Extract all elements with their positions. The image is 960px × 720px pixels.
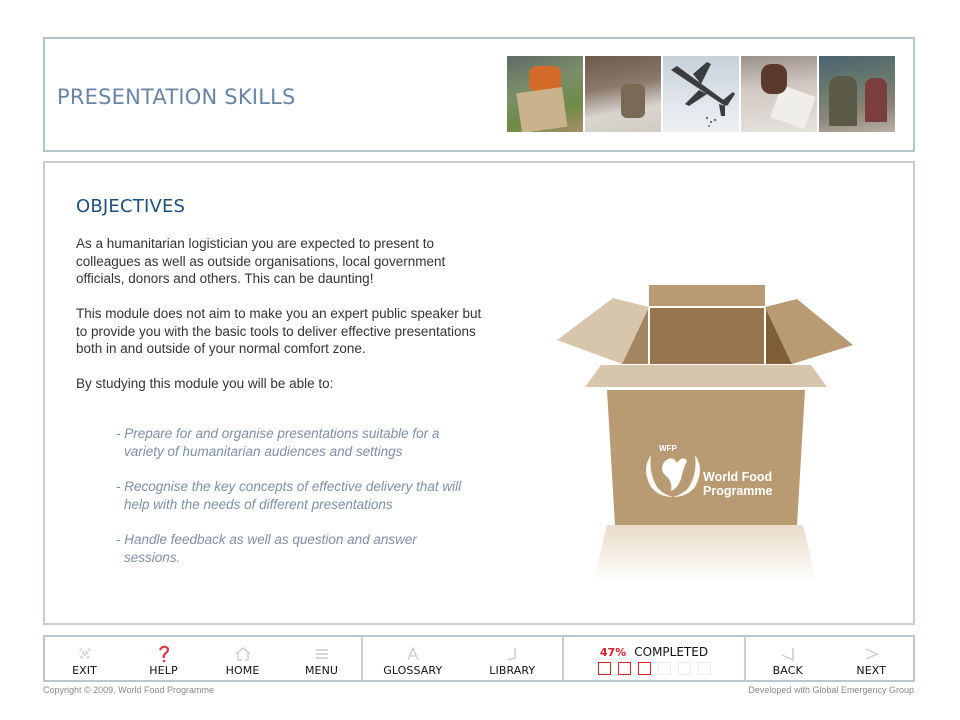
content-panel (43, 161, 915, 625)
photo-airdrop-plane (663, 56, 739, 132)
progress-indicator (564, 637, 744, 680)
help-icon (156, 644, 172, 664)
wfp-name-line1: World Food (703, 470, 773, 484)
exit-label: EXIT (72, 664, 97, 677)
glossary-label: GLOSSARY (383, 664, 443, 677)
module-aim-paragraph: This module does not aim to make you an expert public speaker but to provide you with the basic tools to deliver effective presentations both in and outside of your normal comfort zone. (76, 306, 482, 356)
photo-man-with-grain-sacks (741, 56, 817, 132)
objectives-list (116, 425, 476, 584)
photo-strip (507, 56, 895, 132)
objective-item: - Handle feedback as well as question and answer sessions. (116, 532, 417, 565)
next-button[interactable] (830, 637, 914, 680)
progress-steps (598, 662, 711, 675)
wfp-box-illustration (555, 283, 855, 593)
toolbar-group-resources (363, 637, 564, 680)
exit-button[interactable] (45, 637, 124, 680)
progress-percent: 47% (599, 646, 627, 659)
photo-women-and-children (819, 56, 895, 132)
toolbar-group-progress (564, 637, 746, 680)
help-button[interactable] (124, 637, 203, 680)
menu-button[interactable] (282, 637, 361, 680)
next-arrow-icon (862, 644, 880, 664)
intro-paragraph: As a humanitarian logistician you are expected to present to colleagues as well as outside organisations, local government officials, donors and others. This can be daunting! (76, 236, 446, 286)
back-label: BACK (772, 664, 803, 677)
photo-worker-carrying-wfp-box (507, 56, 583, 132)
menu-icon (314, 644, 330, 664)
home-icon (234, 644, 252, 664)
glossary-button[interactable] (363, 637, 463, 680)
library-icon (505, 644, 519, 664)
glossary-icon (406, 644, 420, 664)
progress-step-incomplete (658, 662, 671, 675)
header-panel (43, 37, 915, 152)
objectives-lead-in: By studying this module you will be able to: (76, 376, 334, 391)
help-label: HELP (149, 664, 178, 677)
toolbar-group-main (45, 637, 363, 680)
progress-step-incomplete (678, 662, 691, 675)
wfp-logo-text (703, 470, 772, 498)
progress-step-complete (638, 662, 651, 675)
wfp-acronym: WFP (659, 444, 677, 453)
menu-label: MENU (304, 664, 339, 677)
copyright-notice: Copyright © 2009, World Food Programme (43, 685, 215, 695)
back-button[interactable] (746, 637, 830, 680)
home-label: HOME (225, 664, 260, 677)
course-title: PRESENTATION SKILLS (57, 85, 296, 109)
objective-item: - Prepare for and organise presentations suitable for a variety of humanitarian audiences and settings (116, 426, 440, 459)
next-label: NEXT (856, 664, 887, 677)
progress-step-incomplete (698, 662, 711, 675)
toolbar-group-pagination (746, 637, 913, 680)
objective-item: - Recognise the key concepts of effective delivery that will help with the needs of different presentations (116, 479, 462, 512)
back-arrow-icon (779, 644, 797, 664)
exit-icon (77, 644, 93, 664)
library-label: LIBRARY (489, 664, 536, 677)
progress-step-complete (598, 662, 611, 675)
wfp-name-line2: Programme (703, 484, 773, 498)
progress-label: COMPLETED (634, 645, 709, 659)
home-button[interactable] (203, 637, 282, 680)
section-heading: OBJECTIVES (76, 196, 186, 217)
developer-credit: Developed with Global Emergency Group (748, 685, 914, 695)
navigation-toolbar (43, 635, 915, 682)
library-button[interactable] (463, 637, 563, 680)
progress-step-complete (618, 662, 631, 675)
photo-child-with-food-sacks (585, 56, 661, 132)
